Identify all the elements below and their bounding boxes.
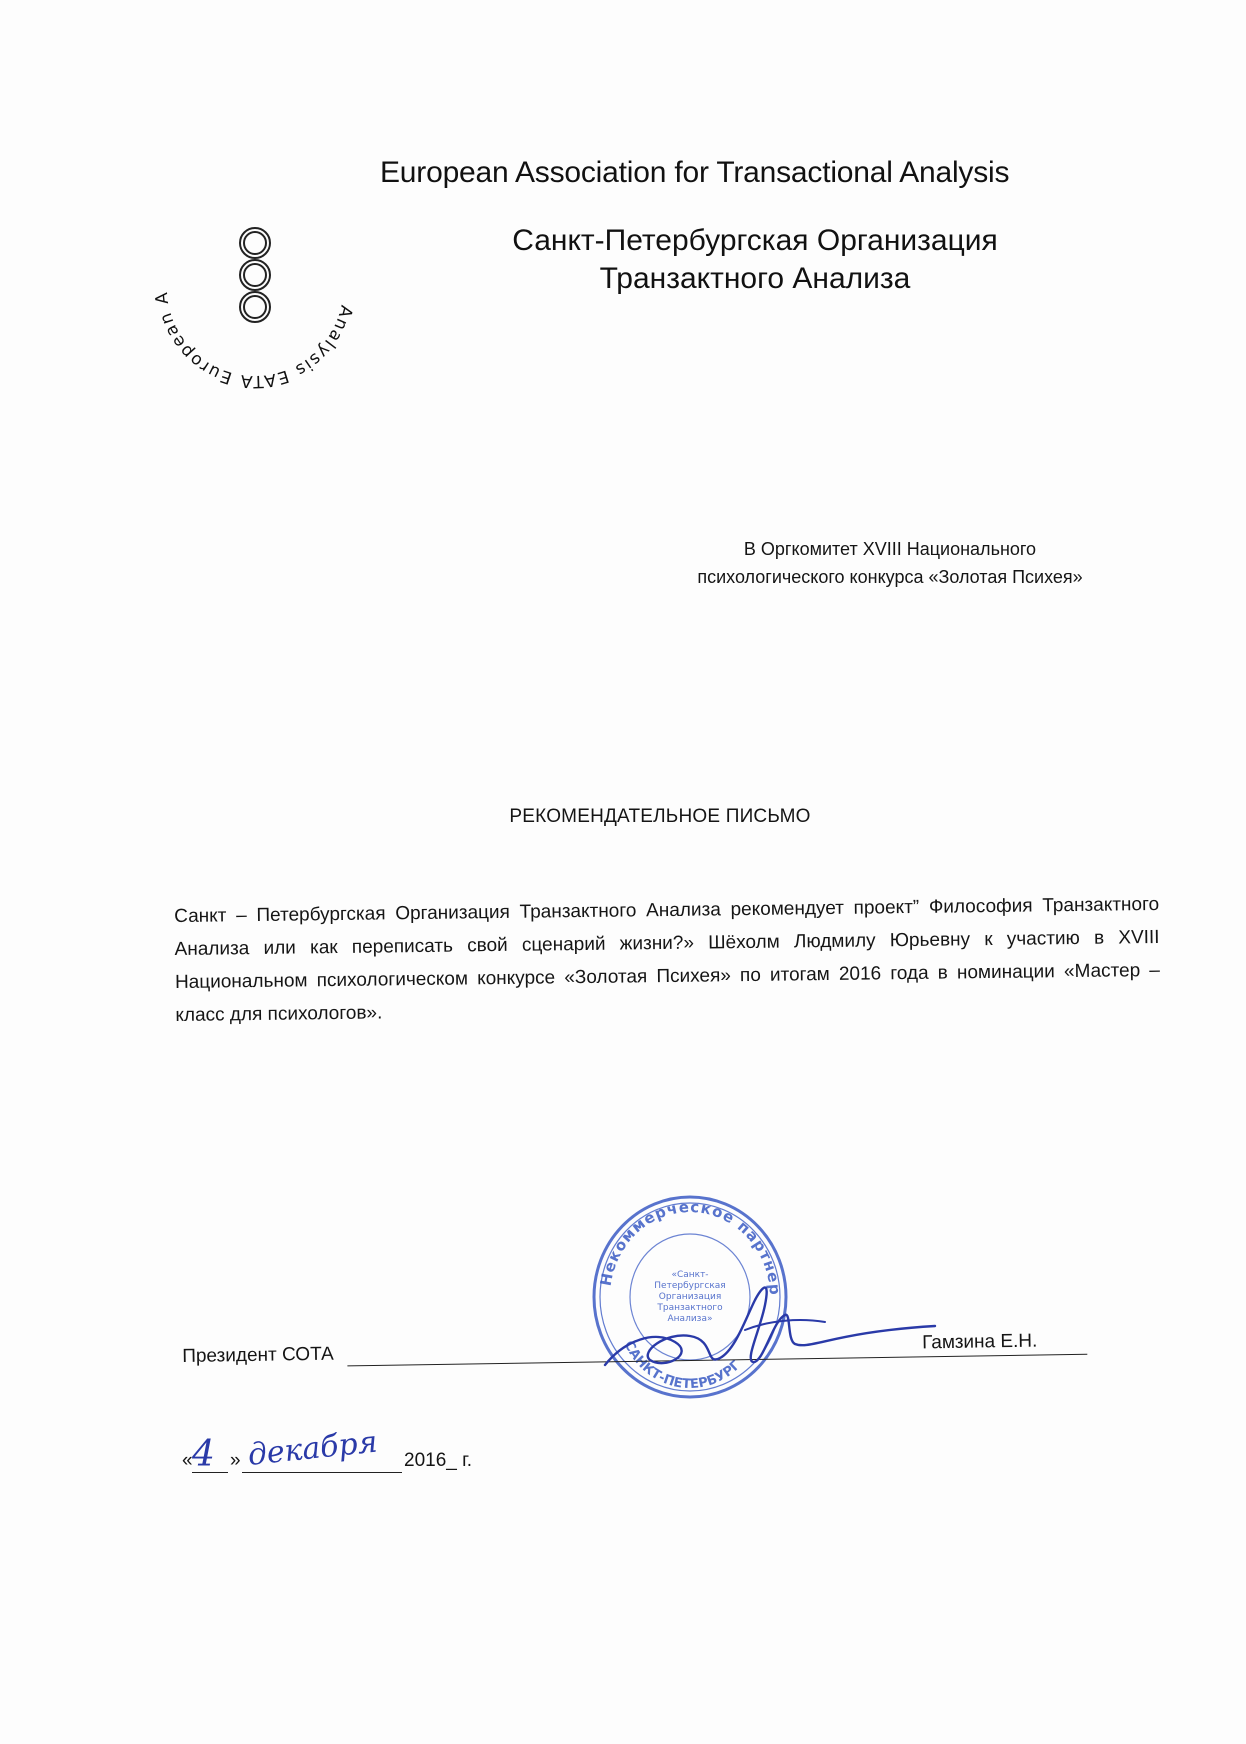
signature-line <box>182 1327 1113 1382</box>
org-name-russian-line2: Транзактного Анализа <box>599 262 911 295</box>
date-line <box>182 1424 502 1484</box>
date-month-rule <box>242 1472 402 1473</box>
logo-ring-text: Analysis EATA European Association for Transactional <box>138 163 357 392</box>
signer-title: Президент СОТА <box>182 1343 334 1367</box>
letter-body: Санкт – Петербургская Организация Транзактного Анализа рекомендует проект” Философия Транзактного Анализа или как переписать свой сценарий жизни?» Шёхолм Людмилу Юрьевну к участию в XVIII Национальном психологическом конкурсе «Золотая Психея» по итогам 2016 года в номинации «Мастер – класс для психологов». <box>174 893 1161 1026</box>
svg-text:Analysis EATA European Associa <box>139 163 356 391</box>
addressee-block <box>640 535 1140 591</box>
org-name-russian <box>435 222 1075 298</box>
signature-rule <box>347 1354 1087 1367</box>
interlinked-circles-icon <box>240 228 270 322</box>
addressee-line2: психологического конкурса «Золотая Психея» <box>697 567 1083 587</box>
date-day-handwritten: 4 <box>192 1434 215 1475</box>
stamp-outer-text: Некоммерческое партнерство <box>584 1178 785 1297</box>
date-year: 2016_ г. <box>404 1450 473 1471</box>
letter-title: РЕКОМЕНДАТЕЛЬНОЕ ПИСЬМО <box>509 806 811 827</box>
signer-name: Гамзина Е.Н. <box>921 1330 1038 1354</box>
date-close-quote: » <box>230 1450 241 1471</box>
org-name-russian-line1: Санкт-Петербургская Организация <box>512 224 998 257</box>
org-name-english: European Association for Transactional Analysis <box>380 156 1010 189</box>
stamp-bottom-text: САНКТ-ПЕТЕРБУРГ <box>620 1338 744 1393</box>
date-month-handwritten: декабря <box>246 1424 380 1473</box>
addressee-line1: В Оргкомитет XVIII Национального <box>743 539 1037 559</box>
eata-logo <box>138 163 365 398</box>
date-open-quote: « <box>182 1450 193 1471</box>
stamp-inner-text: «Санкт-Петербургская Организация Транзактного Анализа» <box>654 1270 726 1324</box>
